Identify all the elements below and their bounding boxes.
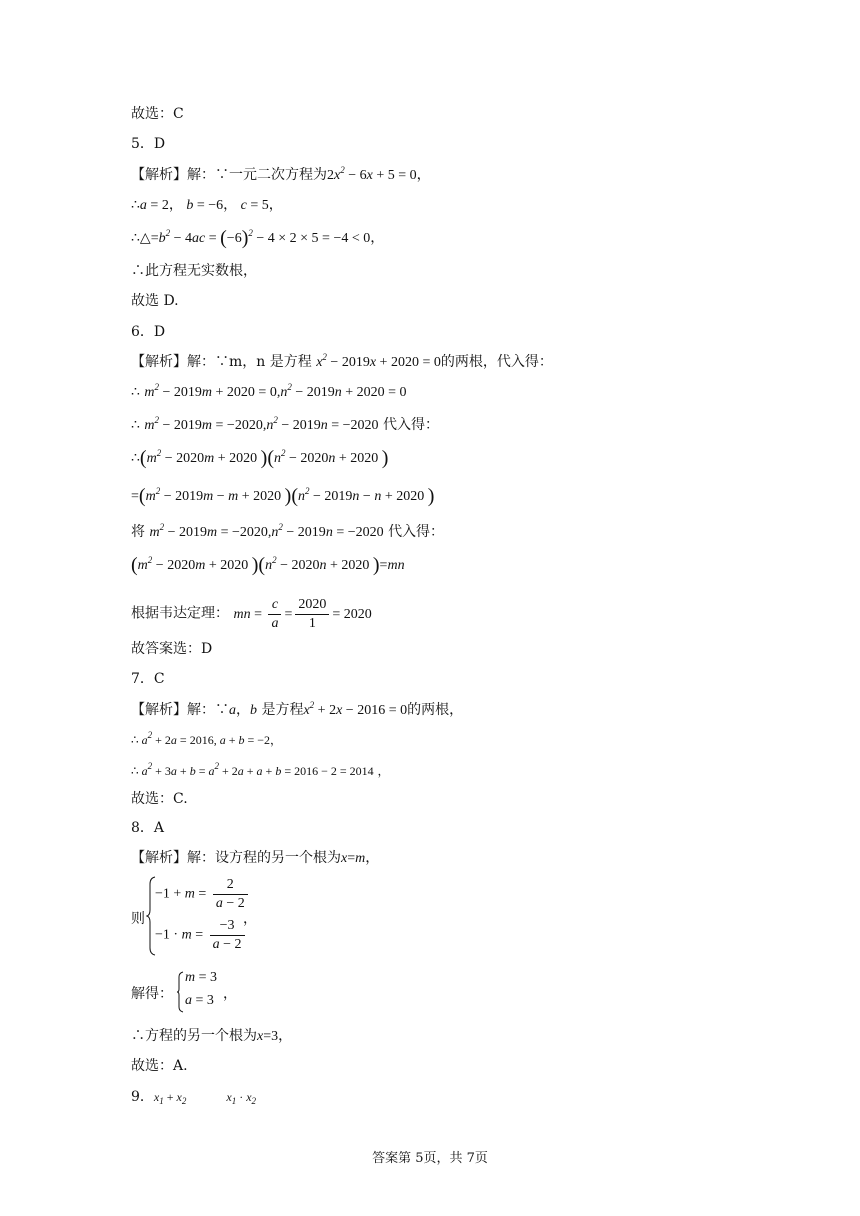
equation: $2x^2 - 6x + 5 = 0$ [327, 165, 417, 183]
answer-page: 故选：C 5．D 【解析】解：∵一元二次方程为$2x^2 - 6x + 5 = 0$， ∴a = 2， b = −6， c = 5， $\therefore\triangle=b^2 - 4ac = (-6)^2 - 4 \times 2 \times 5 = -4 < 0$， ∴此方程无实数根， 故选 D. 6．D 【解析】解：∵m，n 是方程 $x^2 - 2019x + 2020 = 0$的两根，代入得： ∴ $m^2 - 2019m + 2020 = 0,n^2 - 2019n + 2020 = 0$ ∴ $m^2 - 2019m = -2020,n^2 - 2019n = -2020$ 代入得： $\therefore(m^2 - 2020m + 2020$ )($n^2 - 2020n + 2020$ ) $=(m^2 - 2019m - m + 2020$ )($n^2 - 2019n - n + 2020$ ) 将 $m^2 - 2019m = -2020,n^2 - 2019n = -2020$ 代入得： ($m^2 - 2020m + 2020$ )($n^2 - 2020n + 2020$ )=mn 根据韦达定理： mn = $\frac{c}{a}$ = $\frac{2020}{1}$ = 2020 故答案选：D 7．C 【解析】解：∵a，b 是方程$x^2 + 2x - 2016 = 0$的两根， ∴ $a^2 + 2a = 2016$, a + b = −2， ∴ $a^2 + 3a + b = a^2 + 2a + a + b = 2016 - 2 = 2014$ ， 故选：C. 8．A 【解析】解：设方程的另一个根为x=m， 则 −1 + m = $\frac{2}{a - 2}$ ， −1 · m = $\frac{-3}{a - 2}$ 解得： m = 3 a = 3 ， ∴方程的另一个根为x=3， 故选：A. 9．$x_1 + x_2$ $x_1 \cdot x_2$ 答案第 5页，共 7页 [0, 0, 860, 1216]
equation: $x_1 \cdot x_2$ [226, 1090, 257, 1106]
vieta-line: 根据韦达定理： mn = $\frac{c}{a}$ = $\frac{2020}{1}$ = 2020 [131, 597, 372, 631]
equation: $m^2 - 2019m + 2020 = 0,n^2 - 2019n + 2020 = 0$ [144, 382, 407, 400]
question-number [131, 134, 165, 154]
text-line: 故选：C. [131, 791, 188, 807]
equation: $m^2 - 2019m = -2020,n^2 - 2019n = -2020$ [149, 522, 384, 540]
answer-text [131, 104, 184, 124]
analysis-line: 【解析】解：设方程的另一个根为x=m， [131, 850, 380, 866]
equation: $m^2 - 2019m = -2020,n^2 - 2019n = -2020$ [144, 415, 379, 433]
equation: ∴ $a^2 + 2a = 2016$, a + b = −2 [131, 730, 271, 747]
left-brace-icon [176, 971, 184, 1013]
equation: ($m^2 - 2020m + 2020$ )($n^2 - 2020n + 2020$ ) [139, 447, 389, 469]
equation: $x_1 + x_2$ [153, 1090, 187, 1106]
text-line: 5．D [131, 136, 166, 152]
equation: ($m^2 - 2020m + 2020$ )($n^2 - 2020n + 2020$ )=mn [131, 554, 405, 576]
text-line: 故选：C [131, 106, 184, 122]
text-line: ∴此方程无实数根， [131, 263, 257, 279]
equation-line: ∴ $a^2 + 3a + b = a^2 + 2a + a + b = 2016 - 2 = 2014$ ， [131, 761, 390, 778]
page-footer: 答案第 5页，共 7页 [372, 1151, 488, 1166]
question-number: 7．C [131, 671, 165, 687]
equation-line: ∴ $m^2 - 2019m = -2020,n^2 - 2019n = -2020$ 代入得： [131, 415, 439, 433]
equation-line: 将 $m^2 - 2019m = -2020,n^2 - 2019n = -2020$ 代入得： [131, 522, 445, 540]
question-number: 8．A [131, 820, 165, 836]
equation: −1 + m = $\frac{2}{a - 2}$ [155, 876, 251, 913]
text-line: 故答案选：D [131, 641, 213, 657]
equation: m = 3 [185, 970, 218, 985]
equation-line: ∴ $m^2 - 2019m + 2020 = 0,n^2 - 2019n + 2020 = 0$ [131, 382, 407, 400]
equation: a = 3 [185, 993, 214, 1008]
text-line: 【解析】解：∵一元二次方程为 [131, 167, 327, 183]
equation-line: ∴ $a^2 + 2a = 2016$, a + b = −2， [131, 730, 283, 747]
question-number: 6．D [131, 324, 166, 340]
equation: a = 2， b = −6， c = 5 [139, 198, 269, 213]
analysis-line: 【解析】解：∵a，b 是方程$x^2 + 2x - 2016 = 0$的两根， [131, 700, 464, 718]
text-line: 故选：A. [131, 1058, 188, 1074]
equation-line [131, 486, 434, 507]
text-line: ∴方程的另一个根为x=3， [131, 1028, 293, 1044]
equation: $=(m^2 - 2019m - m + 2020$ )($n^2 - 2019n - n + 2020$ ) [131, 485, 435, 507]
equation: −1 · m = $\frac{-3}{a - 2}$ [155, 917, 248, 954]
equation: $x^2 + 2x - 2016 = 0$ [303, 700, 408, 718]
equation: $\triangle=b^2 - 4ac = (-6)^2 - 4 \times 2 \times 5 = -4 < 0$ [139, 227, 371, 249]
equation: mn = $\frac{c}{a}$ = $\frac{2020}{1}$ = 2020 [233, 597, 372, 631]
equation: $x^2 - 2019x + 2020 = 0$ [316, 352, 441, 370]
coefficients-line: ∴a = 2， b = −6， c = 5， [131, 197, 283, 213]
equation: ∴ $a^2 + 3a + b = a^2 + 2a + a + b = 2016 - 2 = 2014$ [131, 761, 374, 778]
analysis-line: 【解析】解：∵一元二次方程为$2x^2 - 6x + 5 = 0$， [131, 165, 431, 183]
equation-line: $\therefore(m^2 - 2020m + 2020$ )($n^2 - 2020n + 2020$ ) [131, 447, 389, 469]
discriminant-line: $\therefore\triangle=b^2 - 4ac = (-6)^2 - 4 \times 2 \times 5 = -4 < 0$， [131, 227, 385, 249]
equation-line [131, 555, 405, 576]
text-line: 故选 D. [131, 293, 179, 309]
analysis-line: 【解析】解：∵m，n 是方程 $x^2 - 2019x + 2020 = 0$的两根，代入得： [131, 352, 553, 370]
question-number: 9．$x_1 + x_2$ $x_1 \cdot x_2$ [131, 1089, 257, 1106]
